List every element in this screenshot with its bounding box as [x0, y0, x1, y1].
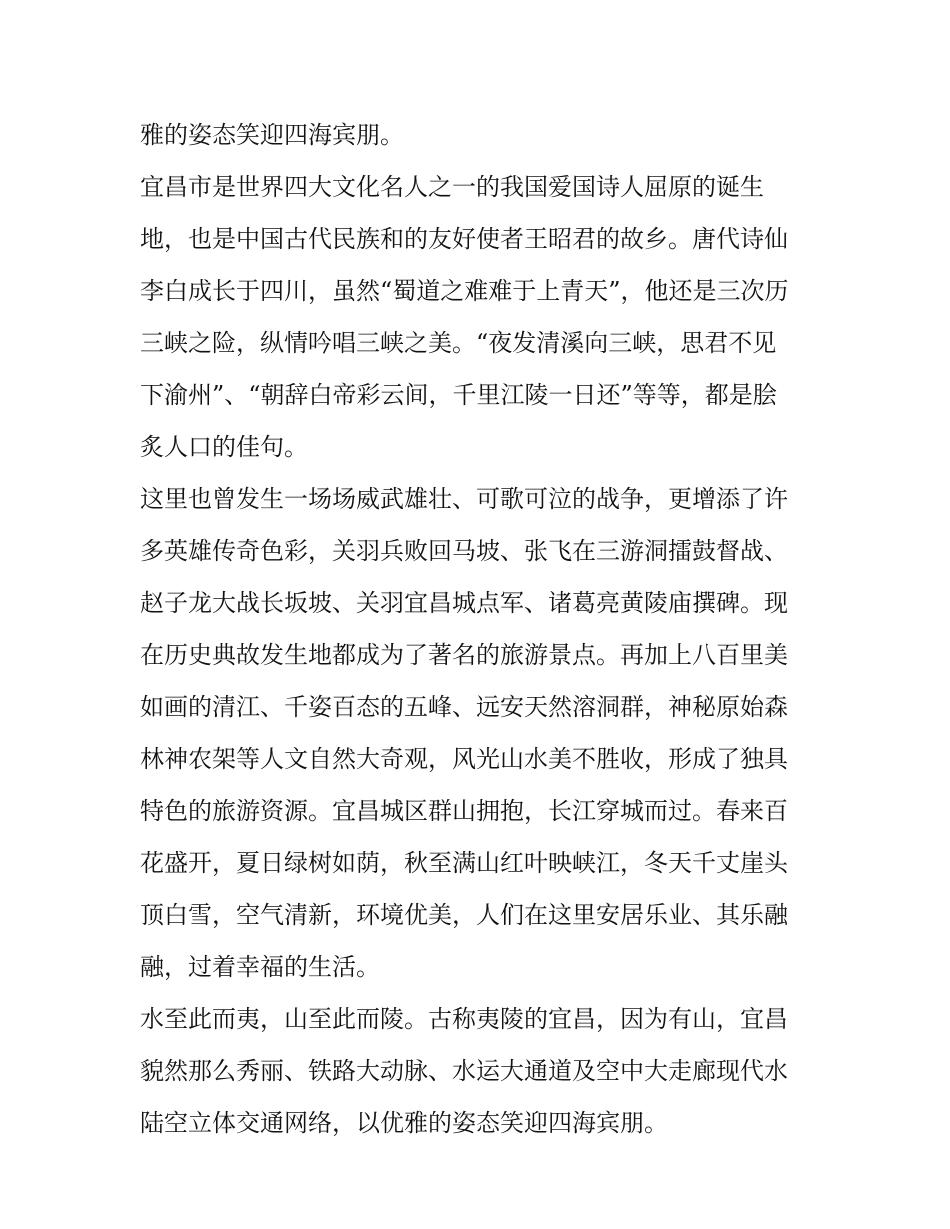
- text-line: 下渝州”、“朝辞白帝彩云间，千里江陵一日还”等等，都是脍: [140, 381, 777, 409]
- paragraph-3: [140, 473, 820, 993]
- paragraph-4: [140, 993, 820, 1149]
- paragraph-1: [140, 109, 820, 161]
- text-line: 貌然那么秀丽、铁路大动脉、水运大通道及空中大走廊现代水: [140, 1057, 788, 1085]
- text-line: 陆空立体交通网络，以优雅的姿态笑迎四海宾朋。: [140, 1109, 668, 1137]
- text-line: 地，也是中国古代民族和的友好使者王昭君的故乡。唐代诗仙: [140, 225, 788, 253]
- text-line: 顶白雪，空气清新，环境优美，人们在这里安居乐业、其乐融: [140, 901, 788, 929]
- text-line: 在历史典故发生地都成为了著名的旅游景点。再加上八百里美: [140, 641, 788, 669]
- text-line: 三峡之险，纵情吟唱三峡之美。“夜发清溪向三峡，思君不见: [140, 329, 777, 357]
- text-line: 赵子龙大战长坂坡、关羽宜昌城点军、诸葛亮黄陵庙撰碑。现: [140, 589, 788, 617]
- document-body: [140, 109, 820, 1149]
- text-line: 林神农架等人文自然大奇观，风光山水美不胜收，形成了独具: [140, 745, 788, 773]
- text-line: 如画的清江、千姿百态的五峰、远安天然溶洞群，神秘原始森: [140, 693, 788, 721]
- paragraph-2: [140, 161, 820, 473]
- text-line: 李白成长于四川，虽然“蜀道之难难于上青天”，他还是三次历: [140, 277, 789, 305]
- text-line: 花盛开，夏日绿树如荫，秋至满山红叶映峡江，冬天千丈崖头: [140, 849, 788, 877]
- text-line: 特色的旅游资源。宜昌城区群山拥抱，长江穿城而过。春来百: [140, 797, 788, 825]
- text-line: 这里也曾发生一场场威武雄壮、可歌可泣的战争，更增添了许: [140, 485, 788, 513]
- text-line: 多英雄传奇色彩，关羽兵败回马坡、张飞在三游洞擂鼓督战、: [140, 537, 788, 565]
- text-line: 水至此而夷，山至此而陵。古称夷陵的宜昌，因为有山，宜昌: [140, 1005, 788, 1033]
- text-line: 宜昌市是世界四大文化名人之一的我国爱国诗人屈原的诞生: [140, 173, 764, 201]
- text-line: 融，过着幸福的生活。: [140, 953, 380, 981]
- text-line: 雅的姿态笑迎四海宾朋。: [140, 121, 404, 149]
- text-line: 炙人口的佳句。: [140, 433, 308, 461]
